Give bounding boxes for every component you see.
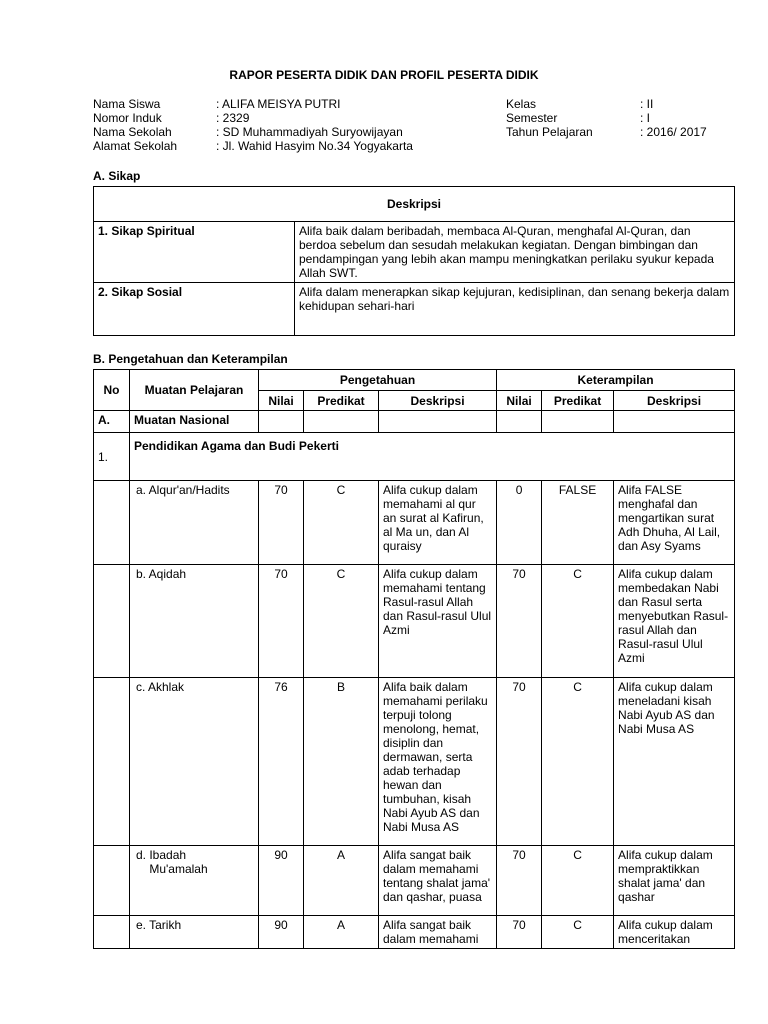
label-alamat-sekolah: Alamat Sekolah <box>93 139 178 153</box>
identity-right-labels <box>506 97 593 139</box>
row-k-nilai: 70 <box>497 565 542 678</box>
row-muatan: a. Alqur'an/Hadits <box>130 481 259 565</box>
row-muatan: b. Aqidah <box>130 565 259 678</box>
row-k-predikat: FALSE <box>542 481 614 565</box>
header-p-predikat: Predikat <box>304 391 379 411</box>
table-row <box>94 846 735 916</box>
row-k-deskripsi: Alifa cukup dalam meneladani kisah Nabi Ayub AS dan Nabi Musa AS <box>614 678 735 846</box>
label-kelas: Kelas <box>506 97 537 111</box>
row-p-deskripsi: Alifa sangat baik dalam memahami tentang shalat jama' dan qashar, puasa <box>379 846 497 916</box>
row-k-predikat: C <box>542 565 614 678</box>
row-p-nilai: 90 <box>259 846 304 916</box>
row-p-deskripsi: Alifa sangat baik dalam memahami <box>379 916 497 949</box>
row-p-predikat: B <box>304 678 379 846</box>
nilai-table <box>93 369 735 949</box>
sikap-spiritual-text: Alifa baik dalam beribadah, membaca Al-Quran, menghafal Al-Quran, dan berdoa sebelum dan sesudah melakukan kegiatan. Dengan bimbingan dan pendampingan yang lebih akan mampu meningkatkan perilaku syukur kepada Allah SWT. <box>295 222 735 283</box>
identity-right-values <box>640 97 707 139</box>
label-nama-siswa: Nama Siswa <box>93 97 161 111</box>
sikap-row <box>94 222 735 283</box>
group-row <box>94 411 735 433</box>
row-p-nilai: 90 <box>259 916 304 949</box>
subject-label: Pendidikan Agama dan Budi Pekerti <box>130 433 735 481</box>
table-row <box>94 916 735 949</box>
table-row <box>94 481 735 565</box>
row-p-nilai: 70 <box>259 481 304 565</box>
header-pengetahuan: Pengetahuan <box>259 370 497 391</box>
table-row <box>94 565 735 678</box>
page-title: RAPOR PESERTA DIDIK DAN PROFIL PESERTA DIDIK <box>229 68 539 82</box>
header-p-deskripsi: Deskripsi <box>379 391 497 411</box>
row-p-nilai: 70 <box>259 565 304 678</box>
sikap-sosial-text: Alifa dalam menerapkan sikap kejujuran, kedisiplinan, dan senang bekerja dalam kehidupan sehari-hari <box>295 283 735 336</box>
sikap-sosial-label: 2. Sikap Sosial <box>94 283 295 336</box>
row-k-predikat: C <box>542 916 614 949</box>
row-k-deskripsi: Alifa cukup dalam menceritakan <box>614 916 735 949</box>
row-p-predikat: A <box>304 916 379 949</box>
label-nama-sekolah: Nama Sekolah <box>93 125 172 139</box>
label-tahun-pelajaran: Tahun Pelajaran <box>506 125 593 139</box>
value-kelas: : II <box>640 97 654 111</box>
row-p-predikat: C <box>304 481 379 565</box>
row-p-deskripsi: Alifa baik dalam memahami perilaku terpuji tolong menolong, hemat, disiplin dan dermawan, serta adab terhadap hewan dan tumbuhan, kisah Nabi Ayub AS dan Nabi Musa AS <box>379 678 497 846</box>
row-p-predikat: C <box>304 565 379 678</box>
header-p-nilai: Nilai <box>259 391 304 411</box>
row-muatan: d. Ibadah Mu'amalah <box>130 846 259 916</box>
header-k-deskripsi: Deskripsi <box>614 391 735 411</box>
header-keterampilan: Keterampilan <box>497 370 735 391</box>
label-nomor-induk: Nomor Induk <box>93 111 162 125</box>
sikap-header: Deskripsi <box>94 187 735 222</box>
table-row <box>94 678 735 846</box>
subject-row <box>94 433 735 481</box>
row-k-nilai: 0 <box>497 481 542 565</box>
value-semester: : I <box>640 111 651 125</box>
group-label: Muatan Nasional <box>130 411 259 433</box>
identity-left-values <box>216 97 413 153</box>
sikap-row <box>94 283 735 336</box>
row-muatan: c. Akhlak <box>130 678 259 846</box>
identity-left-labels <box>93 97 177 153</box>
row-p-deskripsi: Alifa cukup dalam memahami tentang Rasul-rasul Allah dan Rasul-rasul Ulul Azmi <box>379 565 497 678</box>
row-k-deskripsi: Alifa FALSE menghafal dan mengartikan surat Adh Dhuha, Al Lail, dan Asy Syams <box>614 481 735 565</box>
row-k-predikat: C <box>542 678 614 846</box>
value-nama-sekolah: : SD Muhammadiyah Suryowijayan <box>216 125 403 139</box>
value-alamat-sekolah: : Jl. Wahid Hasyim No.34 Yogyakarta <box>216 139 413 153</box>
subject-no: 1. <box>94 433 130 481</box>
section-b-heading: B. Pengetahuan dan Keterampilan <box>93 352 288 366</box>
row-muatan: e. Tarikh <box>130 916 259 949</box>
value-nomor-induk: : 2329 <box>216 111 250 125</box>
group-no: A. <box>94 411 130 433</box>
row-k-deskripsi: Alifa cukup dalam membedakan Nabi dan Rasul serta menyebutkan Rasul-rasul Allah dan Rasul-rasul Ulul Azmi <box>614 565 735 678</box>
section-a-heading: A. Sikap <box>93 169 141 183</box>
row-k-deskripsi: Alifa cukup dalam mempraktikkan shalat jama' dan qashar <box>614 846 735 916</box>
label-semester: Semester <box>506 111 558 125</box>
row-p-deskripsi: Alifa cukup dalam memahami al qur an surat al Kafirun, al Ma un, dan Al quraisy <box>379 481 497 565</box>
header-k-nilai: Nilai <box>497 391 542 411</box>
row-k-nilai: 70 <box>497 916 542 949</box>
row-p-predikat: A <box>304 846 379 916</box>
sikap-spiritual-label: 1. Sikap Spiritual <box>94 222 295 283</box>
value-tahun-pelajaran: : 2016/ 2017 <box>640 125 707 139</box>
row-p-nilai: 76 <box>259 678 304 846</box>
sikap-table <box>93 186 735 336</box>
row-k-predikat: C <box>542 846 614 916</box>
row-k-nilai: 70 <box>497 678 542 846</box>
header-k-predikat: Predikat <box>542 391 614 411</box>
header-muatan: Muatan Pelajaran <box>130 370 259 411</box>
header-no: No <box>94 370 130 411</box>
value-nama-siswa: : ALIFA MEISYA PUTRI <box>216 97 341 111</box>
row-k-nilai: 70 <box>497 846 542 916</box>
